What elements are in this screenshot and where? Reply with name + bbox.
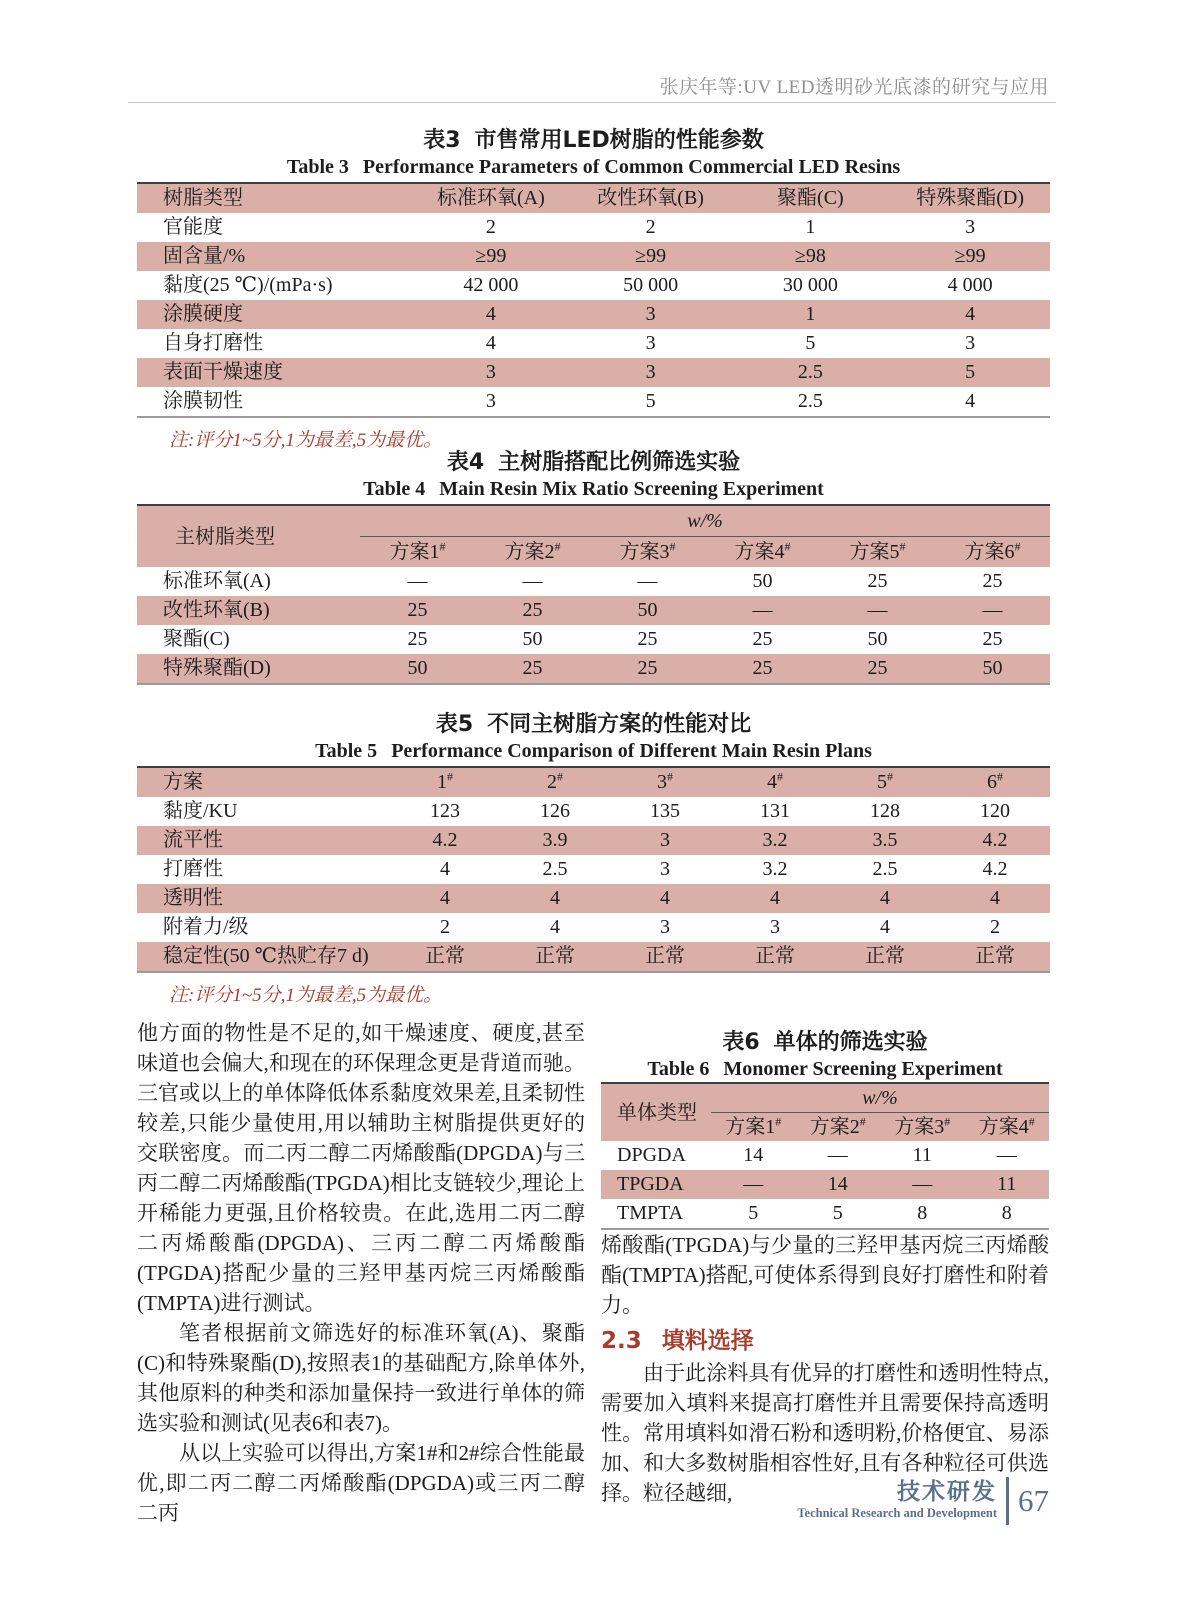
plan-header: 方案5#: [820, 537, 935, 568]
table-cell: 4.2: [390, 826, 500, 855]
table-header-row: [137, 505, 1050, 537]
column-header: 改性环氧(B): [571, 183, 731, 213]
row-label: 标准环氧(A): [163, 570, 271, 592]
table6: [601, 1082, 1049, 1230]
superscript-hash: #: [1028, 1114, 1035, 1129]
page-number: 67: [1018, 1483, 1049, 1518]
table-cell: 2: [990, 916, 1000, 938]
table-cell: 3: [645, 332, 656, 354]
table-cell: 2.5: [731, 358, 891, 387]
table-cell: 正常: [720, 942, 830, 972]
table-cell: 3: [571, 300, 731, 329]
superscript-hash: #: [899, 539, 906, 554]
superscript-hash: #: [784, 539, 791, 554]
table-row: [137, 942, 1050, 972]
table-cell: 4: [890, 300, 1050, 329]
row-label: 聚酯(C): [163, 628, 230, 650]
table-cell: 4: [965, 390, 976, 412]
table-cell: 正常: [500, 942, 610, 972]
plan-header: 方案4#: [965, 1113, 1050, 1142]
table-cell: 4: [830, 884, 940, 913]
w-percent-header: w/%: [711, 1083, 1049, 1113]
table-cell: 120: [980, 800, 1010, 822]
footer-section-zh: 技术研发: [897, 1479, 997, 1505]
table-cell: 3: [660, 858, 670, 880]
table5-section: [137, 712, 1050, 1007]
body-paragraph: 烯酸酯(TPGDA)与少量的三羟甲基丙烷三丙烯酸酯(TMPTA)搭配,可使体系得到良好打磨性和附着力。: [601, 1233, 1049, 1317]
table-header-row: [137, 767, 1050, 797]
table6-name-zh: 单体的筛选实验: [773, 1030, 928, 1055]
stub-header: 主树脂类型: [137, 505, 360, 567]
table4-title-zh: [137, 450, 1050, 476]
row-label: 稳定性(50 ℃热贮存7 d): [137, 942, 390, 972]
row-label: 黏度(25 ℃)/(mPa·s): [163, 274, 333, 296]
row-label: 黏度/KU: [163, 800, 238, 822]
superscript-hash: #: [777, 769, 783, 784]
plan-header: 方案3#: [590, 537, 705, 568]
plan-header: 5#: [830, 767, 940, 797]
table-cell: 25: [637, 628, 658, 650]
superscript-hash: #: [669, 539, 676, 554]
table-cell: 50 000: [623, 274, 679, 296]
superscript-hash: #: [997, 769, 1003, 784]
table5-label-en: Table 5: [315, 740, 378, 762]
table-cell: 25: [590, 654, 705, 684]
table-cell: 3: [965, 332, 976, 354]
plan-header: 2#: [500, 767, 610, 797]
table-cell: 123: [430, 800, 460, 822]
table-header-row: [601, 1083, 1049, 1113]
table-cell: 11: [912, 1144, 932, 1166]
table-row: [137, 567, 1050, 596]
table-cell: 4: [440, 858, 450, 880]
table-cell: ≥98: [731, 242, 891, 271]
header-rule: [128, 102, 1056, 103]
table4-name-zh: 主树脂搭配比例筛选实验: [498, 450, 741, 475]
table3: [137, 182, 1050, 418]
plan-header: 6#: [940, 767, 1050, 797]
table6-section: [601, 1030, 1049, 1230]
row-label: 固含量/%: [137, 242, 411, 271]
row-label: DPGDA: [617, 1144, 686, 1166]
table-cell: 1: [805, 216, 816, 238]
table-cell: 3.5: [830, 826, 940, 855]
table-cell: 2: [485, 216, 496, 238]
table-cell: 2.5: [872, 858, 898, 880]
table-row: [137, 625, 1050, 654]
table-cell: ≥99: [890, 242, 1050, 271]
footer-divider: [1006, 1477, 1009, 1525]
table-cell: —: [935, 596, 1050, 625]
table-header-row: [137, 183, 1050, 213]
table-cell: 3.9: [500, 826, 610, 855]
table-row: [137, 913, 1050, 942]
table-cell: 3: [770, 916, 780, 938]
table5-title-zh: [137, 712, 1050, 738]
column-header: 标准环氧(A): [411, 183, 571, 213]
table6-title-en: [601, 1056, 1049, 1082]
superscript-hash: #: [439, 539, 446, 554]
table-cell: 4: [550, 916, 560, 938]
row-label: 官能度: [163, 216, 223, 238]
row-label: 涂膜韧性: [163, 390, 243, 412]
table-cell: 42 000: [463, 274, 519, 296]
table-cell: —: [996, 1144, 1017, 1166]
table4-name-en: Main Resin Mix Ratio Screening Experiment: [439, 478, 824, 500]
table-cell: 4: [610, 884, 720, 913]
table-cell: 3: [660, 916, 670, 938]
table-cell: 8: [1001, 1202, 1012, 1224]
table-cell: —: [407, 570, 428, 592]
superscript-hash: #: [775, 1114, 782, 1129]
table-row: [137, 884, 1050, 913]
w-percent-header: w/%: [360, 505, 1050, 537]
table3-title-en: [137, 154, 1050, 180]
row-label: 表面干燥速度: [137, 358, 411, 387]
table-cell: 30 000: [782, 274, 838, 296]
table-cell: ≥99: [571, 242, 731, 271]
table-cell: 14: [796, 1170, 881, 1199]
table-cell: 50: [752, 570, 773, 592]
section-number: 2.3: [601, 1328, 642, 1354]
body-columns: [137, 1018, 1049, 1528]
table3-name-zh: 市售常用LED树脂的性能参数: [474, 128, 764, 153]
table-cell: 3: [610, 826, 720, 855]
table-row: [137, 271, 1050, 300]
superscript-hash: #: [944, 1114, 951, 1129]
table5-label-zh: 表5: [435, 712, 474, 737]
table-row: [137, 300, 1050, 329]
table-cell: 4: [720, 884, 830, 913]
table6-label-en: Table 6: [647, 1058, 710, 1080]
body-paragraph: 他方面的物性是不足的,如干燥速度、硬度,甚至味道也会偏大,和现在的环保理念更是背道而驰。三官或以上的单体降低体系黏度效果差,且柔韧性较差,只能少量使用,用以辅助主树脂提供更好的交联密度。而二丙二醇二丙烯酸酯(DPGDA)与三丙二醇二丙烯酸酯(TPGDA)相比支链较少,理论上开稀能力更强,且价格较贵。在此,选用二丙二醇二丙烯酸酯(DPGDA)、三丙二醇二丙烯酸酯(TPGDA)搭配少量的三羟甲基丙烷三丙烯酸酯(TMPTA)进行测试。: [137, 1021, 585, 1315]
table-row: [601, 1170, 1049, 1199]
plan-header: 方案2#: [796, 1113, 881, 1142]
table-cell: 3.2: [762, 858, 788, 880]
body-paragraph: 笔者根据前文筛选好的标准环氧(A)、聚酯(C)和特殊聚酯(D),按照表1的基础配方,除单体外,其他原料的种类和添加量保持一致进行单体的筛选实验和测试(见表6和表7)。: [137, 1321, 585, 1435]
column-header: 树脂类型: [137, 183, 411, 213]
table-cell: —: [880, 1170, 965, 1199]
table-row: [137, 797, 1050, 826]
table-cell: 4.2: [982, 858, 1008, 880]
stub-header: 方案: [137, 767, 390, 797]
table-cell: 25: [705, 654, 820, 684]
table-row: [601, 1199, 1049, 1229]
section-title: 填料选择: [661, 1328, 754, 1354]
table3-label-en: Table 3: [286, 156, 349, 178]
table-cell: 5: [805, 332, 816, 354]
table-cell: 正常: [830, 942, 940, 972]
table5-name-zh: 不同主树脂方案的性能对比: [487, 712, 752, 737]
row-label: 涂膜硬度: [137, 300, 411, 329]
table-cell: 3: [965, 216, 976, 238]
table-cell: 50: [590, 596, 705, 625]
table-cell: 4: [880, 916, 890, 938]
table-cell: 4.2: [940, 826, 1050, 855]
table-cell: 50: [867, 628, 888, 650]
table-cell: 25: [820, 654, 935, 684]
table6-label-zh: 表6: [722, 1030, 760, 1055]
table-row: [137, 358, 1050, 387]
table5-title-en: [137, 738, 1050, 764]
plan-header: 4#: [720, 767, 830, 797]
table-cell: 5: [748, 1202, 759, 1224]
table6-name-en: Monomer Screening Experiment: [723, 1058, 1003, 1080]
plan-header: 方案2#: [475, 537, 590, 568]
table-cell: —: [522, 570, 543, 592]
row-label: 附着力/级: [163, 916, 249, 938]
table3-note: 注:评分1~5分,1为最差,5为最优。: [169, 430, 443, 451]
table-cell: 25: [360, 596, 475, 625]
table5-note: 注:评分1~5分,1为最差,5为最优。: [169, 985, 443, 1006]
table4: [137, 504, 1050, 685]
superscript-hash: #: [447, 769, 453, 784]
table-cell: —: [827, 1144, 848, 1166]
table-row: [137, 329, 1050, 358]
table-cell: 2.5: [797, 390, 823, 412]
running-head: 张庆年等:UV LED透明砂光底漆的研究与应用: [659, 77, 1049, 98]
table-cell: 25: [982, 628, 1003, 650]
table-cell: 4: [390, 884, 500, 913]
table-row: [137, 826, 1050, 855]
table-cell: —: [637, 570, 658, 592]
table-cell: —: [711, 1170, 796, 1199]
table-row: [137, 596, 1050, 625]
table-row: [601, 1141, 1049, 1170]
page-footer: [797, 1477, 1049, 1525]
superscript-hash: #: [557, 769, 563, 784]
footer-section-en: Technical Research and Development: [797, 1506, 997, 1520]
row-label: 打磨性: [163, 858, 223, 880]
column-header: 特殊聚酯(D): [890, 183, 1050, 213]
column-header: 聚酯(C): [731, 183, 891, 213]
plan-header: 方案6#: [935, 537, 1050, 568]
body-paragraph: 由于此涂料具有优异的打磨性和透明性特点,需要加入填料来提高打磨性并且需要保持高透明性。常用填料如滑石粉和透明粉,价格便宜、易添加、和大多数树脂相容性好,且有各种粒径可供选择。粒径越细,: [601, 1361, 1049, 1505]
superscript-hash: #: [887, 769, 893, 784]
superscript-hash: #: [554, 539, 561, 554]
table-cell: 25: [982, 570, 1003, 592]
table-cell: 5: [890, 358, 1050, 387]
footer-section: [797, 1480, 997, 1522]
table-cell: 4: [940, 884, 1050, 913]
table-cell: 131: [760, 800, 790, 822]
table-row: [137, 242, 1050, 271]
table4-label-en: Table 4: [363, 478, 426, 500]
table-cell: 2.5: [542, 858, 568, 880]
superscript-hash: #: [859, 1114, 866, 1129]
table-cell: 25: [867, 570, 888, 592]
row-label: TPGDA: [601, 1170, 711, 1199]
row-label: 特殊聚酯(D): [137, 654, 360, 684]
table-cell: 25: [407, 628, 428, 650]
plan-header: 方案1#: [360, 537, 475, 568]
row-label: 改性环氧(B): [137, 596, 360, 625]
plan-header: 方案3#: [880, 1113, 965, 1142]
superscript-hash: #: [1014, 539, 1021, 554]
table-row: [137, 213, 1050, 242]
table3-title-zh: [137, 128, 1050, 154]
plan-header: 方案1#: [711, 1113, 796, 1142]
table6-title-zh: [601, 1030, 1049, 1056]
table-cell: 5: [832, 1202, 843, 1224]
plan-header: 3#: [610, 767, 720, 797]
table-row: [137, 654, 1050, 684]
table-cell: 50: [360, 654, 475, 684]
row-label: TMPTA: [617, 1202, 684, 1224]
table-cell: 50: [522, 628, 543, 650]
table-cell: 2: [645, 216, 656, 238]
body-paragraph: 从以上实验可以得出,方案1#和2#综合性能最优,即二丙二醇二丙烯酸酯(DPGDA)或三丙二醇二丙: [137, 1441, 585, 1525]
table-row: [137, 855, 1050, 884]
superscript-hash: #: [667, 769, 673, 784]
stub-header: 单体类型: [601, 1083, 711, 1141]
table-cell: 2: [440, 916, 450, 938]
plan-header: 1#: [390, 767, 500, 797]
table-row: [137, 387, 1050, 417]
table-cell: 1: [731, 300, 891, 329]
left-column: [137, 1018, 585, 1528]
table3-label-zh: 表3: [423, 128, 461, 153]
table-cell: 25: [475, 596, 590, 625]
row-label: 自身打磨性: [163, 332, 263, 354]
table-cell: 126: [540, 800, 570, 822]
table-cell: —: [820, 596, 935, 625]
right-column: [601, 1018, 1049, 1528]
table-cell: 3.2: [720, 826, 830, 855]
table-cell: 4 000: [947, 274, 993, 296]
table3-section: [137, 128, 1050, 452]
table-cell: 25: [475, 654, 590, 684]
table4-section: [137, 450, 1050, 685]
row-label: 流平性: [137, 826, 390, 855]
section-heading: [601, 1326, 1049, 1356]
table-cell: 14: [743, 1144, 764, 1166]
table4-label-zh: 表4: [446, 450, 485, 475]
table-cell: 11: [965, 1170, 1050, 1199]
table-cell: —: [705, 596, 820, 625]
table-cell: 3: [485, 390, 496, 412]
table-cell: 3: [411, 358, 571, 387]
table-cell: 8: [917, 1202, 928, 1224]
table-cell: 128: [870, 800, 900, 822]
table-cell: 25: [752, 628, 773, 650]
plan-header: 方案4#: [705, 537, 820, 568]
table-cell: 135: [650, 800, 680, 822]
table-cell: 正常: [610, 942, 720, 972]
table-cell: 4: [500, 884, 610, 913]
table-cell: 3: [571, 358, 731, 387]
table-cell: ≥99: [411, 242, 571, 271]
table4-title-en: [137, 476, 1050, 502]
row-label: 透明性: [137, 884, 390, 913]
table-cell: 4: [411, 300, 571, 329]
table-cell: 4: [485, 332, 496, 354]
table5: [137, 766, 1050, 973]
table3-name-en: Performance Parameters of Common Commercial LED Resins: [362, 156, 901, 178]
table-cell: 正常: [390, 942, 500, 972]
table-cell: 50: [935, 654, 1050, 684]
table-cell: 正常: [940, 942, 1050, 972]
table5-name-en: Performance Comparison of Different Main Resin Plans: [391, 740, 872, 762]
table-cell: 5: [645, 390, 656, 412]
